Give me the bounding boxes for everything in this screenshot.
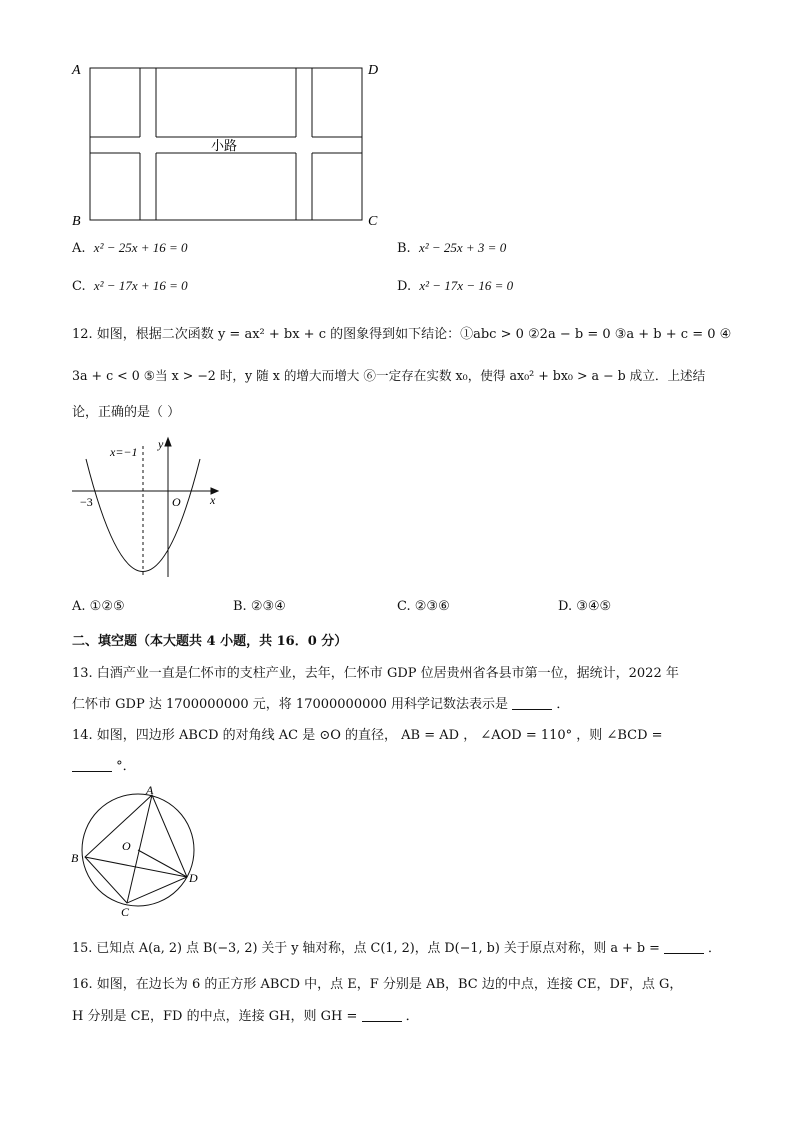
q14-line-2: °． [72, 755, 136, 774]
q12-option-d: D. ③④⑤ [558, 599, 612, 614]
corner-label-c: C [368, 214, 378, 229]
symmetry-label: x=−1 [110, 445, 138, 459]
parabola-graph [68, 434, 228, 584]
q13-answer-blank[interactable] [512, 697, 552, 710]
point-label-o: O [122, 839, 131, 853]
q11-option-b: B. x² − 25x + 3 = 0 [397, 240, 507, 256]
q13-line-1: 13. 白酒产业一直是仁怀市的支柱产业，去年，仁怀市 GDP 位居贵州省各县市第一位，据统计，2022 年 [72, 666, 679, 681]
point-label-b: B [71, 851, 79, 865]
q11-option-d: D. x² − 17x − 16 = 0 [397, 278, 514, 294]
corner-label-b: B [72, 214, 81, 229]
point-label-a: A [146, 783, 154, 797]
origin-label: O [172, 495, 181, 509]
q15-line-1: 15. 已知点 A(a, 2) 点 B(−3, 2) 关于 y 轴对称，点 C(1, 2)，点 D(−1, b) 关于原点对称，则 a + b = ． [72, 941, 721, 956]
q12-line-2: 3a + c < 0 ⑤当 x > −2 时，y 随 x 的增大而增大 ⑥一定存在实数 x₀，使得 ax₀² + bx₀ > a − b 成立．上述结 [72, 368, 706, 383]
point-label-d: D [189, 871, 198, 885]
q16-line-1: 16. 如图，在边长为 6 的正方形 ABCD 中，点 E，F 分别是 AB，BC 边的中点，连接 CE，DF，点 G， [72, 977, 683, 992]
x-axis-label: x [210, 493, 216, 507]
point-label-c: C [121, 905, 130, 919]
root-label: −3 [80, 495, 93, 509]
road-rectangle-figure [70, 58, 390, 233]
q15-answer-blank[interactable] [664, 941, 704, 954]
q16-answer-blank[interactable] [362, 1009, 402, 1022]
road-label: 小路 [211, 139, 238, 154]
circle-quadrilateral-figure [66, 780, 216, 920]
q12-option-a: A. ①②⑤ [72, 599, 125, 614]
q12-line-3: 论，正确的是（ ） [72, 405, 181, 420]
corner-label-a: A [72, 63, 81, 78]
y-axis-label: y [158, 437, 164, 451]
q11-option-a: A. x² − 25x + 16 = 0 [72, 240, 188, 256]
corner-label-d: D [368, 63, 379, 78]
q11-option-c: C. x² − 17x + 16 = 0 [72, 278, 188, 294]
quadrilateral-abcd [85, 795, 187, 903]
q12-option-c: C. ②③⑥ [397, 599, 450, 614]
segment-od [138, 850, 187, 877]
q13-line-2: 仁怀市 GDP 达 1700000000 元，将 17000000000 用科学记数法表示是 ． [72, 697, 570, 712]
q12-option-b: B. ②③④ [233, 599, 286, 614]
q16-line-2: H 分别是 CE，FD 的中点，连接 GH，则 GH = ． [72, 1009, 419, 1024]
diagonal-ac [127, 795, 152, 903]
q12-line-1: 12. 如图，根据二次函数 y = ax² + bx + c 的图象得到如下结论：①abc > 0 ②2a − b = 0 ③a + b + c = 0 ④ [72, 327, 732, 342]
section-2-title: 二、填空题（本大题共 4 小题，共 16．0 分） [72, 634, 348, 649]
q14-answer-blank[interactable] [72, 759, 112, 772]
q14-line-1: 14. 如图，四边形 ABCD 的对角线 AC 是 ⊙O 的直径， AB = AD ， ∠AOD = 110° ，则 ∠BCD = [72, 728, 663, 743]
